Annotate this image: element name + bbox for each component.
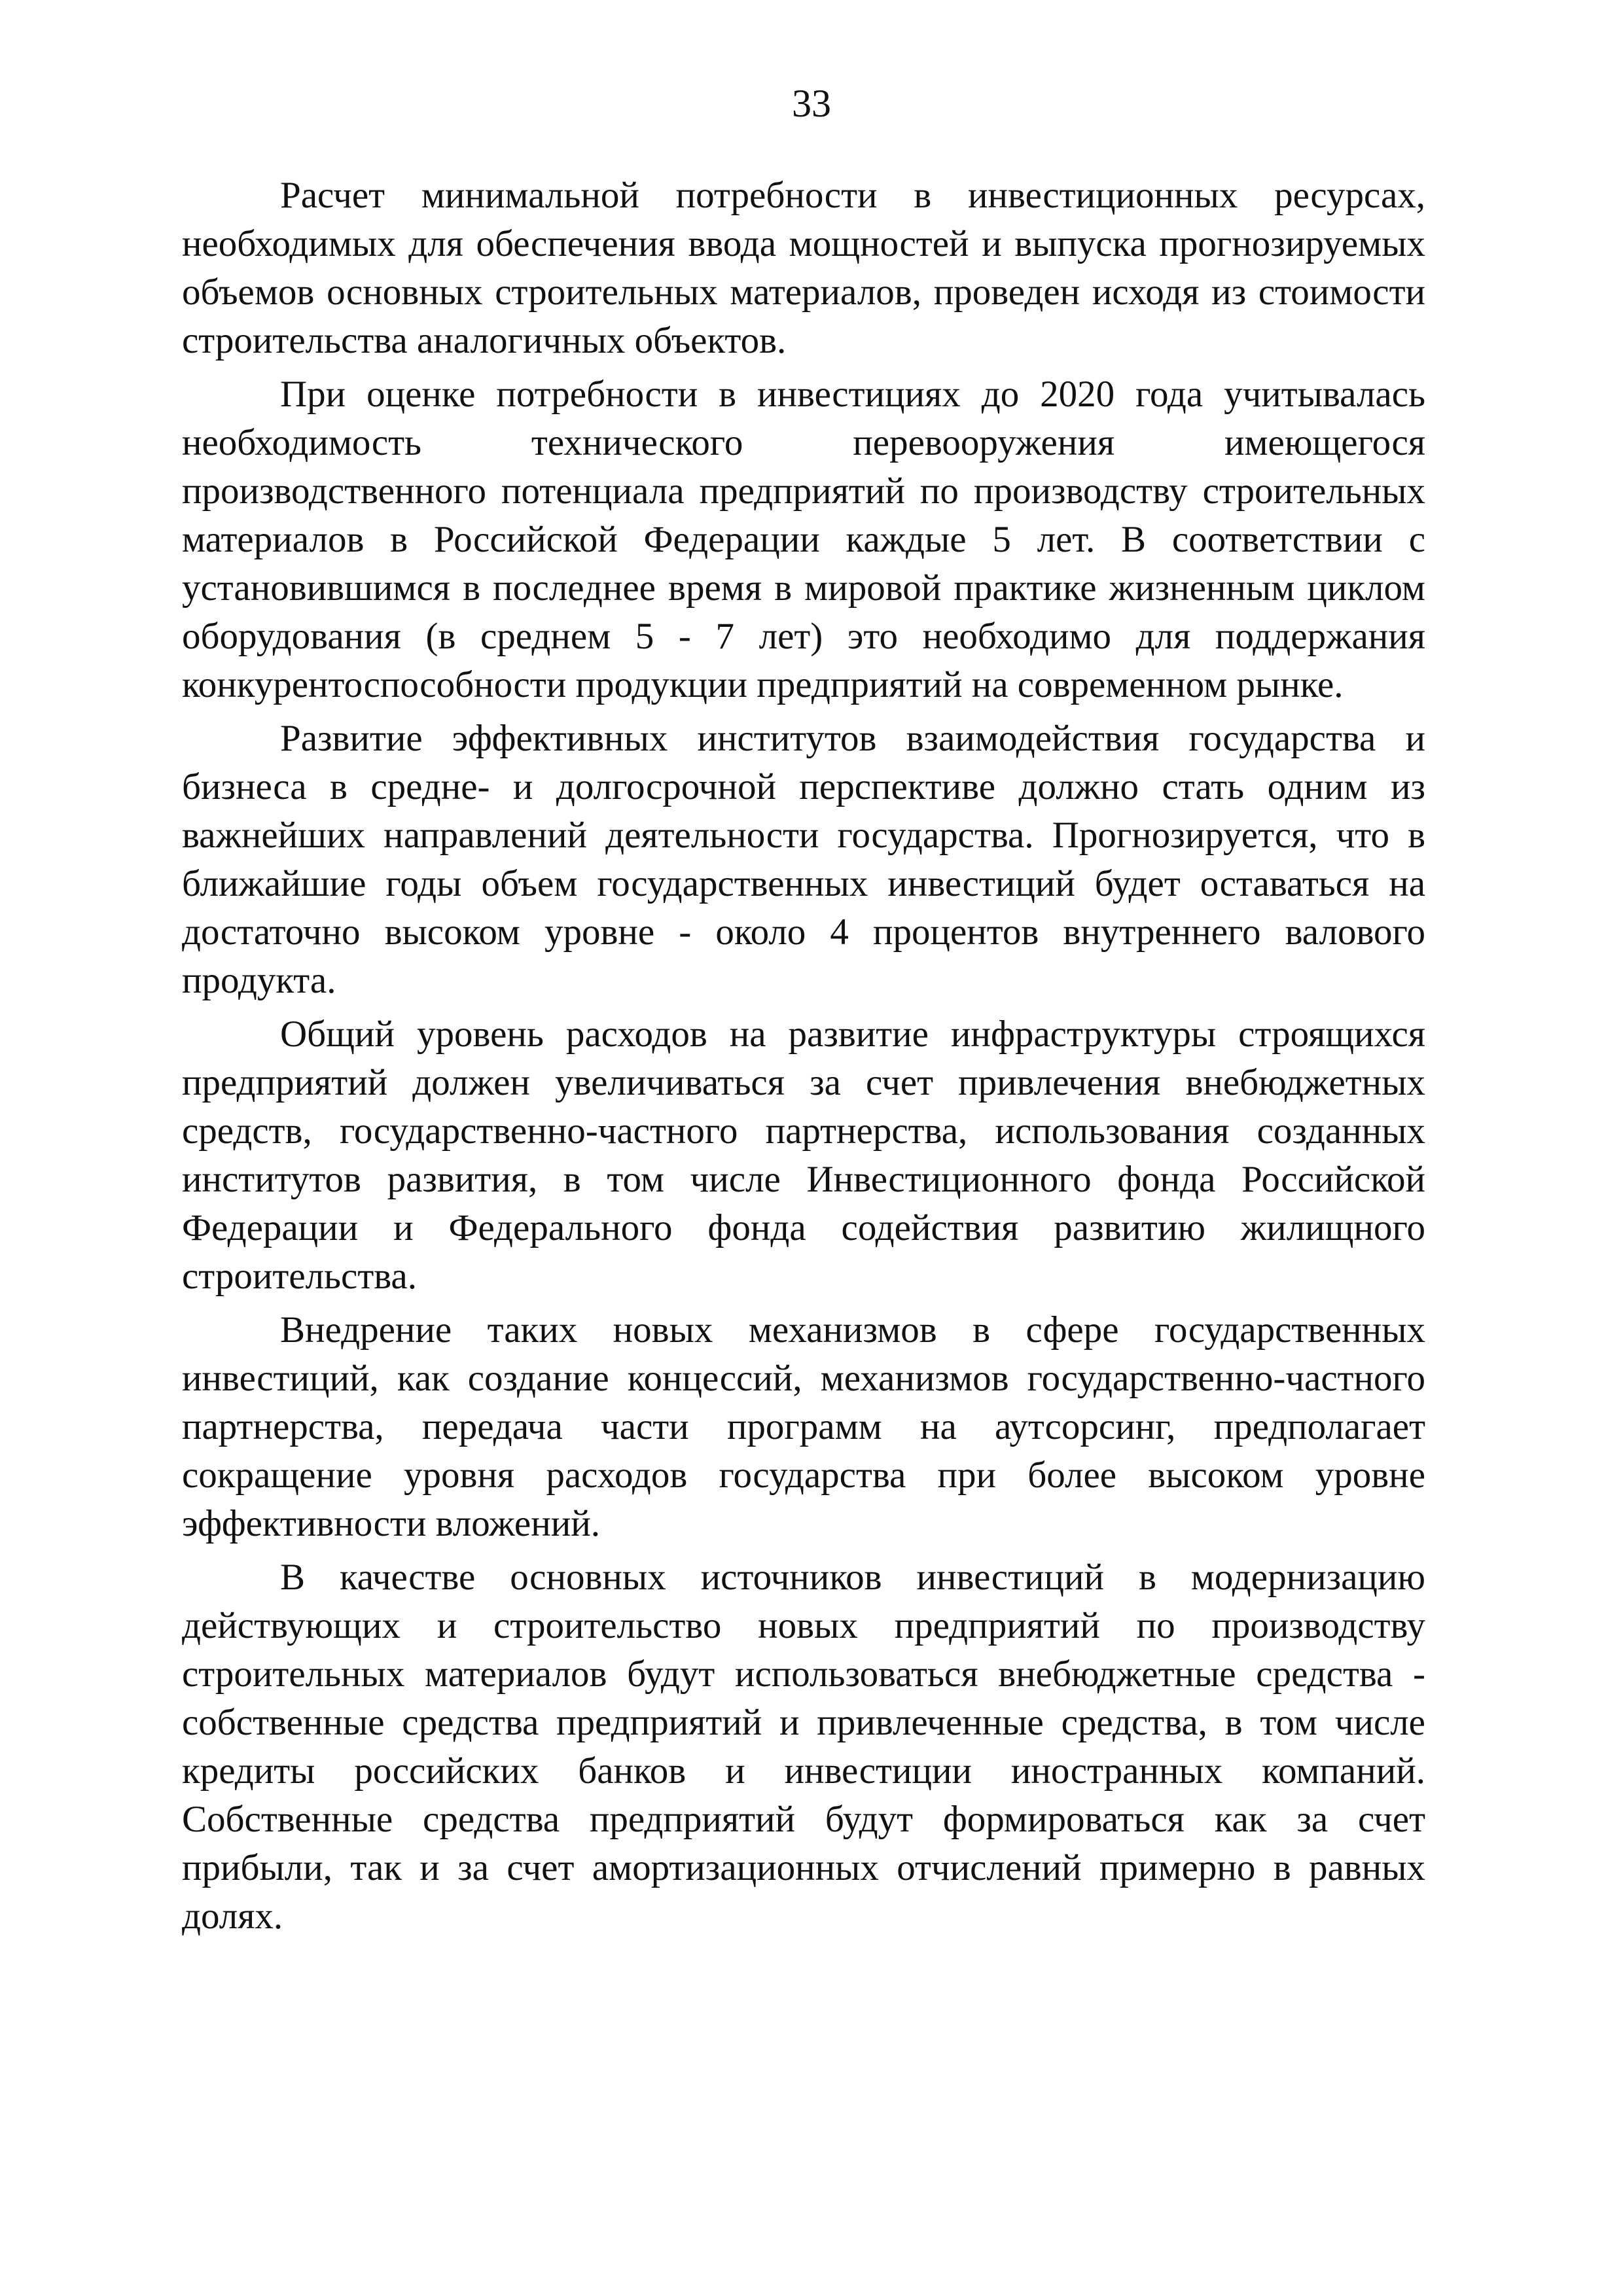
paragraph-investment-needs-calculation: Расчет минимальной потребности в инвестиционных ресурсах, необходимых для обеспечения ввода мощностей и выпуска прогнозируемых объемов основных строительных материалов, проведен исходя из стоимости строительства аналогичных объектов. bbox=[182, 175, 1425, 361]
paragraph-state-business-institutions: Развитие эффективных институтов взаимодействия государства и бизнеса в средне- и долгосрочной перспективе должно стать одним из важнейших направлений деятельности государства. Прогнозируется, что в ближайшие годы объем государственных инвестиций будет оставаться на достаточно высоком уровне - около 4 процентов внутреннего валового продукта. bbox=[182, 718, 1425, 1001]
body-text bbox=[182, 171, 1425, 1946]
paragraph-infrastructure-expenses: Общий уровень расходов на развитие инфраструктуры строящихся предприятий должен увеличиваться за счет привлечения внебюджетных средств, государственно-частного партнерства, использования созданных институтов развития, в том числе Инвестиционного фонда Российской Федерации и Федерального фонда содействия развитию жилищного строительства. bbox=[182, 1014, 1425, 1297]
paragraph-new-mechanisms: Внедрение таких новых механизмов в сфере государственных инвестиций, как создание концессий, механизмов государственно-частного партнерства, передача части программ на аутсорсинг, предполагает сокращение уровня расходов государства при более высоком уровне эффективности вложений. bbox=[182, 1309, 1425, 1544]
paragraph-technical-reequipment: При оценке потребности в инвестициях до 2020 года учитывалась необходимость технического перевооружения имеющегося производственного потенциала предприятий по производству строительных материалов в Российской Федерации каждые 5 лет. В соответствии с установившимся в последнее время в мировой практике жизненным циклом оборудования (в среднем 5 - 7 лет) это необходимо для поддержания конкурентоспособности продукции предприятий на современном рынке. bbox=[182, 374, 1425, 705]
paragraph-investment-sources: В качестве основных источников инвестиций в модернизацию действующих и строительство новых предприятий по производству строительных материалов будут использоваться внебюджетные средства - собственные средства предприятий и привлеченные средства, в том числе кредиты российских банков и инвестиции иностранных компаний. Собственные средства предприятий будут формироваться как за счет прибыли, так и за счет амортизационных отчислений примерно в равных долях. bbox=[182, 1557, 1425, 1937]
page-number: 33 bbox=[792, 82, 831, 125]
